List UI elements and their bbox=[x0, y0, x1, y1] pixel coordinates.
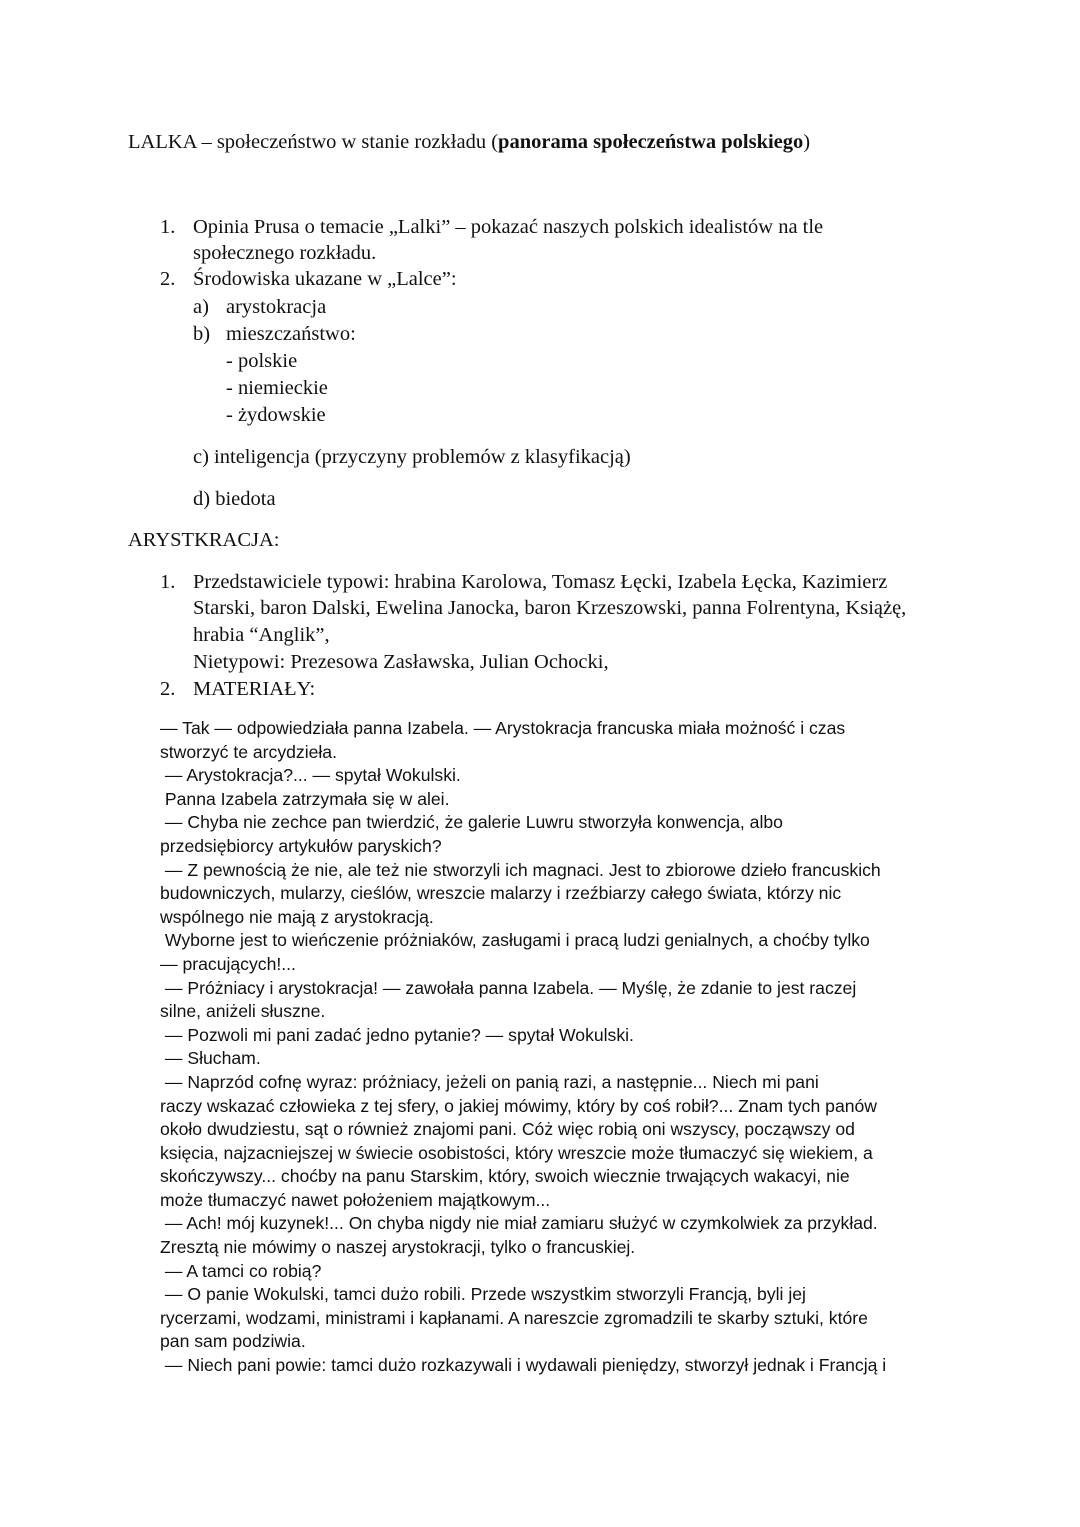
dialogue-line: — A tamci co robią? bbox=[160, 1260, 322, 1281]
dialogue-line: — Pozwoli mi pani zadać jedno pytanie? — spytał Wokulski. bbox=[160, 1024, 634, 1045]
sub-sublist-item: - polskie bbox=[226, 350, 298, 372]
list-item-text: Nietypowi: Prezesowa Zasławska, Julian Ochocki, bbox=[193, 651, 609, 673]
dialogue-line: Zresztą nie mówimy o naszej arystokracji, tylko o francuskiej. bbox=[160, 1237, 636, 1258]
dialogue-line: raczy wskazać człowieka z tej sfery, o jakiej mówimy, który by coś robił?... Znam tych panów bbox=[160, 1095, 878, 1116]
dialogue-line: skończywszy... choćby na panu Starskim, który, swoich wiecznie trwających wakacyi, nie bbox=[160, 1166, 850, 1187]
list-item-text: Starski, baron Dalski, Ewelina Janocka, baron Krzeszowski, panna Folrentyna, Książę, bbox=[193, 597, 907, 619]
sub-sublist-item: - żydowskie bbox=[226, 404, 326, 426]
list-number: 1. bbox=[160, 216, 176, 238]
sub-sublist-item: - niemieckie bbox=[226, 377, 328, 399]
title-suffix: ) bbox=[803, 131, 811, 153]
dialogue-line: — Próżniacy i arystokracja! — zawołała panna Izabela. — Myślę, że zdanie to jest raczej bbox=[160, 977, 857, 998]
list-item-text: hrabia “Anglik”, bbox=[193, 624, 330, 646]
dialogue-line: około dwudziestu, sąt o również znajomi pani. Cóż więc robią oni wszyscy, począwszy od bbox=[160, 1119, 855, 1140]
dialogue-line: stworzyć te arcydzieła. bbox=[160, 741, 337, 762]
dialogue-line: — Z pewnością że nie, ale też nie stworzyli ich magnaci. Jest to zbiorowe dzieło francuskich bbox=[160, 859, 881, 880]
list-number: 2. bbox=[160, 268, 176, 290]
title-bold: panorama społeczeństwa polskiego bbox=[498, 131, 804, 153]
dialogue-line: — Niech pani powie: tamci dużo rozkazywali i wydawali pieniędzy, stworzył jednak i Francją i bbox=[160, 1355, 887, 1376]
dialogue-line: — Słucham. bbox=[160, 1048, 261, 1069]
list-number: 2. bbox=[160, 678, 176, 700]
document-title bbox=[128, 131, 810, 154]
dialogue-line: może tłumaczyć nawet położeniem majątkowym... bbox=[160, 1189, 551, 1210]
list-item-text: społecznego rozkładu. bbox=[193, 242, 377, 264]
title-prefix: LALKA – społeczeństwo w stanie rozkładu ( bbox=[128, 131, 499, 153]
quoted-dialogue bbox=[160, 717, 960, 1378]
dialogue-line: pan sam podziwia. bbox=[160, 1331, 306, 1352]
sublist-text: d) biedota bbox=[193, 488, 276, 510]
dialogue-line: przedsiębiorcy artykułów paryskich? bbox=[160, 835, 442, 856]
sublist-text: mieszczaństwo: bbox=[226, 323, 356, 345]
list-item-text: Opinia Prusa o temacie „Lalki” – pokazać naszych polskich idealistów na tle bbox=[193, 216, 824, 238]
dialogue-line: księcia, najzacniejszej w świecie osobistości, który wreszcie może tłumaczyć się wiekiem, a bbox=[160, 1142, 873, 1163]
dialogue-line: — Naprzód cofnę wyraz: próżniacy, jeżeli on panią razi, a następnie... Niech mi pani bbox=[160, 1071, 819, 1092]
sublist-text: arystokracja bbox=[226, 296, 327, 318]
list-item-text: Przedstawiciele typowi: hrabina Karolowa, Tomasz Łęcki, Izabela Łęcka, Kazimierz bbox=[193, 571, 888, 593]
dialogue-line: silne, aniżeli słuszne. bbox=[160, 1001, 326, 1022]
list-item-text: MATERIAŁY: bbox=[193, 678, 316, 700]
dialogue-line: — Ach! mój kuzynek!... On chyba nigdy nie miał zamiaru służyć w czymkolwiek za przykład. bbox=[160, 1213, 878, 1234]
dialogue-line: wspólnego nie mają z arystokracją. bbox=[160, 906, 434, 927]
sublist-label: b) bbox=[193, 323, 211, 345]
sublist-text: c) inteligencja (przyczyny problemów z klasyfikacją) bbox=[193, 446, 631, 468]
list-item-text: Środowiska ukazane w „Lalce”: bbox=[193, 268, 457, 290]
dialogue-line: rycerzami, wodzami, ministrami i kapłanami. A nareszcie zgromadzili te skarby sztuki, które bbox=[160, 1307, 868, 1328]
section-heading: ARYSTKRACJA: bbox=[128, 529, 280, 551]
dialogue-line: budowniczych, mularzy, cieślów, wreszcie malarzy i rzeźbiarzy całego świata, którzy nic bbox=[160, 883, 842, 904]
dialogue-line: Wyborne jest to wieńczenie próżniaków, zasługami i pracą ludzi genialnych, a choćby tylko bbox=[160, 930, 870, 951]
dialogue-line: — pracujących!... bbox=[160, 953, 296, 974]
dialogue-line: — Tak — odpowiedziała panna Izabela. — Arystokracja francuska miała możność i czas bbox=[160, 718, 846, 738]
dialogue-line: Panna Izabela zatrzymała się w alei. bbox=[160, 788, 450, 809]
sublist-label: a) bbox=[193, 296, 209, 318]
dialogue-line: — Chyba nie zechce pan twierdzić, że galerie Luwru stworzyła konwencja, albo bbox=[160, 812, 783, 833]
dialogue-line: — Arystokracja?... — spytał Wokulski. bbox=[160, 765, 461, 786]
dialogue-line: — O panie Wokulski, tamci dużo robili. Przede wszystkim stworzyli Francją, byli jej bbox=[160, 1284, 806, 1305]
list-number: 1. bbox=[160, 571, 176, 593]
